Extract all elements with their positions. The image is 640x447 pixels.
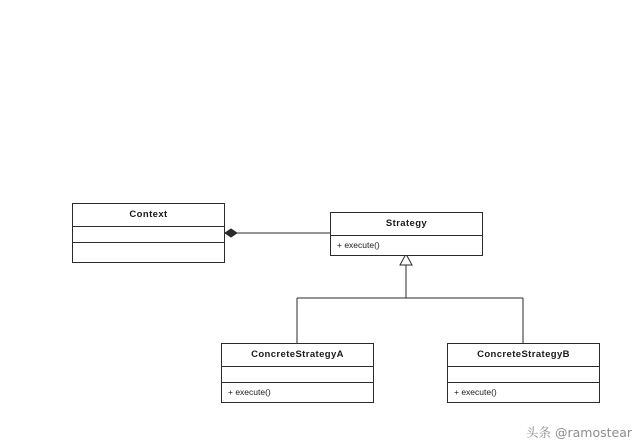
- class-attributes-concretestrategyb: [448, 367, 599, 383]
- class-box-concretestrategya[interactable]: [221, 343, 374, 403]
- class-attributes-concretestrategya: [222, 367, 373, 383]
- class-attributes-context: [73, 227, 224, 243]
- aggregation-diamond: [225, 229, 237, 237]
- class-name-concretestrategya: ConcreteStrategyA: [222, 344, 373, 367]
- class-operation-concretestrategyb-execute: + execute(): [454, 387, 497, 397]
- class-box-context[interactable]: [72, 203, 225, 263]
- class-box-concretestrategyb[interactable]: [447, 343, 600, 403]
- class-name-concretestrategyb: ConcreteStrategyB: [448, 344, 599, 367]
- class-name-context: Context: [73, 204, 224, 227]
- watermark-text: 头条 @ramostear: [526, 425, 632, 440]
- class-operations-context: [73, 243, 224, 262]
- class-operation-strategy-execute: + execute(): [337, 240, 380, 250]
- class-operation-concretestrategya-execute: + execute(): [228, 387, 271, 397]
- class-name-strategy: Strategy: [331, 213, 482, 236]
- class-box-strategy[interactable]: [330, 212, 483, 256]
